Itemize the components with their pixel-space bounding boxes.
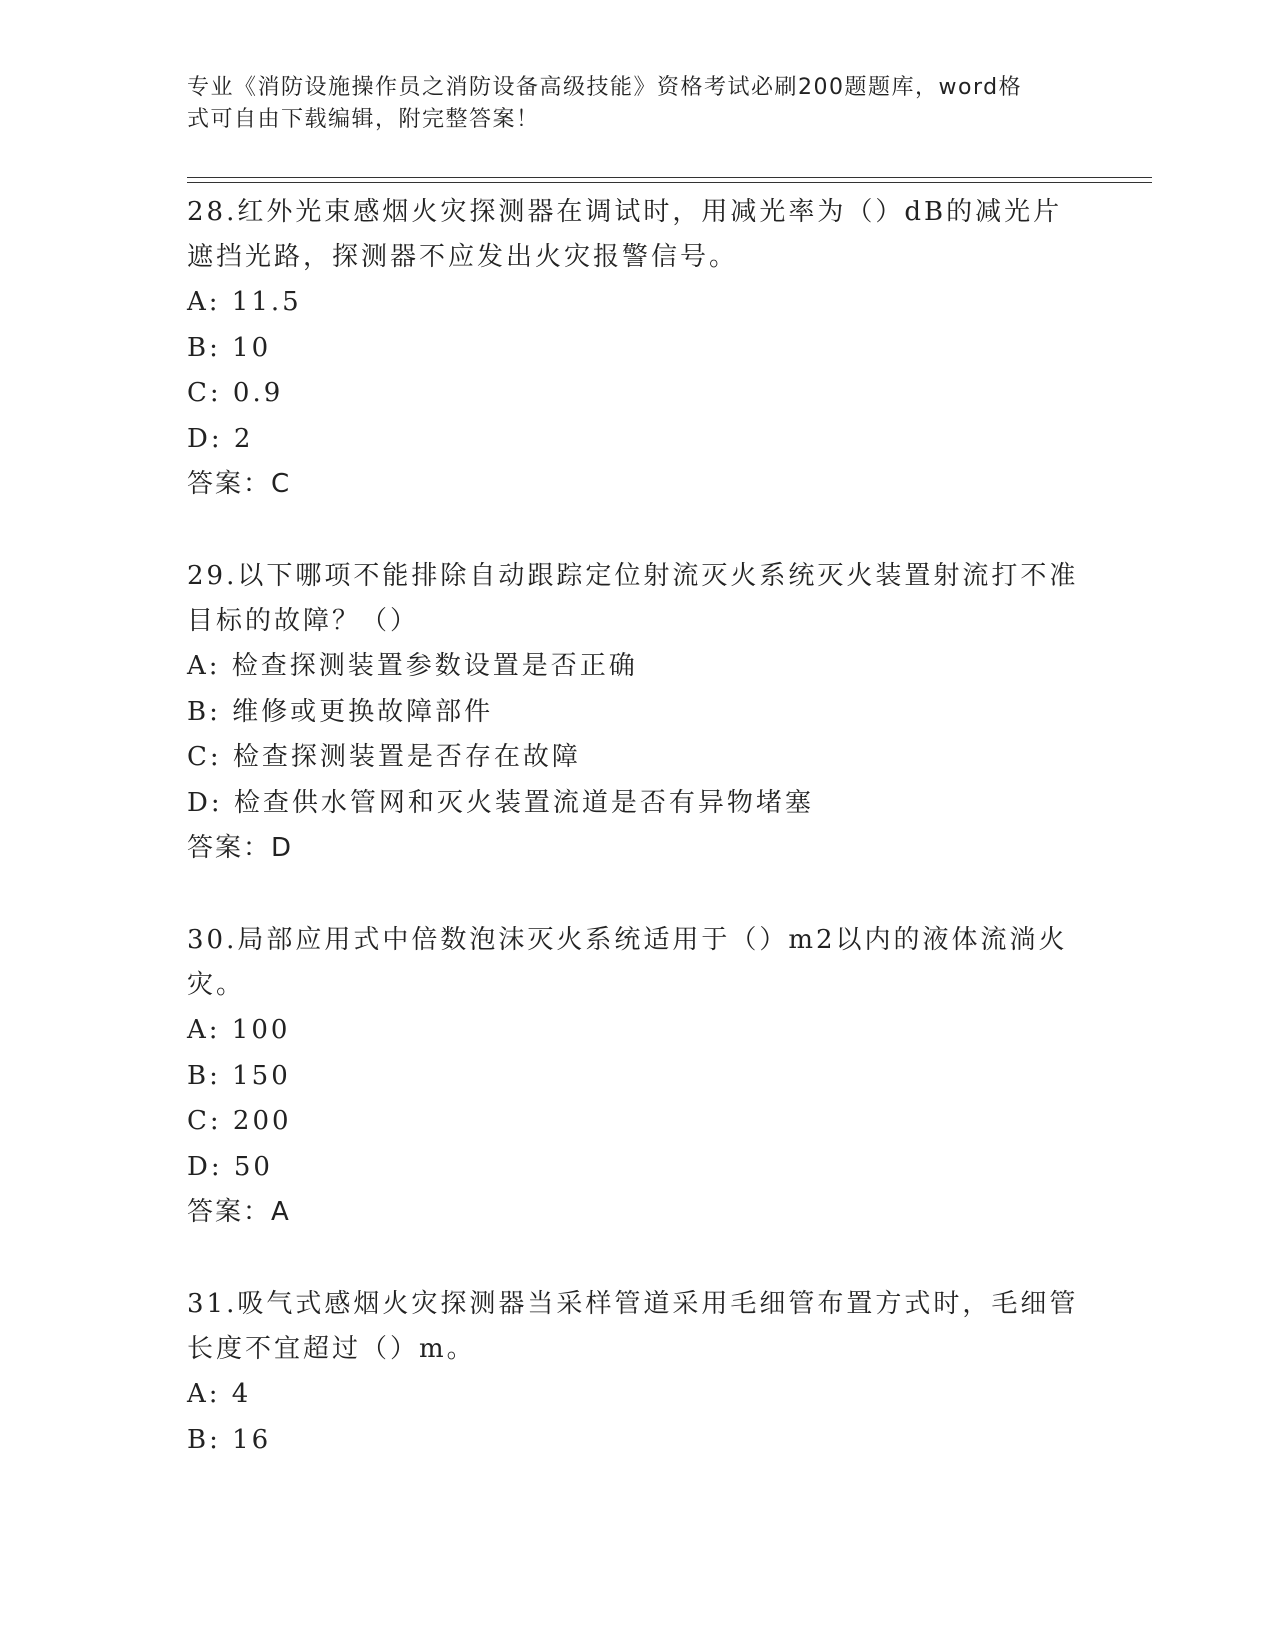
option-d: D: 2 <box>187 423 254 454</box>
option-a: A: 检查探测装置参数设置是否正确 <box>187 651 638 681</box>
question-28 <box>187 190 1087 507</box>
header-line-1: 专业《消防设施操作员之消防设备高级技能》资格考试必刷200题题库，word格 <box>187 75 1023 100</box>
option-a: A: 11.5 <box>187 287 302 317</box>
question-text: 31.吸气式感烟火灾探测器当采样管道采用毛细管布置方式时，毛细管长度不宜超过（）m。 <box>187 1289 1079 1364</box>
question-list <box>187 190 1087 1463</box>
option-b: B: 维修或更换故障部件 <box>187 696 494 727</box>
question-text: 30.局部应用式中倍数泡沫灭火系统适用于（）m2以内的液体流淌火灾。 <box>187 925 1068 1000</box>
option-c: C: 0.9 <box>187 378 284 408</box>
document-header <box>187 72 1067 136</box>
header-divider-bottom <box>187 182 1152 183</box>
question-text: 28.红外光束感烟火灾探测器在调试时，用减光率为（）dB的减光片遮挡光路，探测器不应发出火灾报警信号。 <box>187 197 1063 272</box>
answer-text: 答案：D <box>187 833 294 863</box>
header-line-2: 式可自由下载编辑，附完整答案！ <box>187 107 540 132</box>
option-c: C: 检查探测装置是否存在故障 <box>187 742 581 772</box>
option-b: B: 16 <box>187 1424 272 1455</box>
option-b: B: 10 <box>187 332 272 363</box>
header-divider-top <box>187 177 1152 178</box>
question-text: 29.以下哪项不能排除自动跟踪定位射流灭火系统灭火装置射流打不准目标的故障？（） <box>187 561 1079 636</box>
question-30 <box>187 918 1087 1235</box>
option-b: B: 150 <box>187 1060 291 1091</box>
option-c: C: 200 <box>187 1106 292 1136</box>
option-d: D: 50 <box>187 1151 273 1182</box>
question-29 <box>187 554 1087 871</box>
option-a: A: 100 <box>187 1015 291 1045</box>
option-d: D: 检查供水管网和灭火装置流道是否有异物堵塞 <box>187 787 814 818</box>
answer-text: 答案：A <box>187 1197 291 1227</box>
answer-text: 答案：C <box>187 469 292 499</box>
option-a: A: 4 <box>187 1379 252 1409</box>
question-31 <box>187 1282 1087 1463</box>
